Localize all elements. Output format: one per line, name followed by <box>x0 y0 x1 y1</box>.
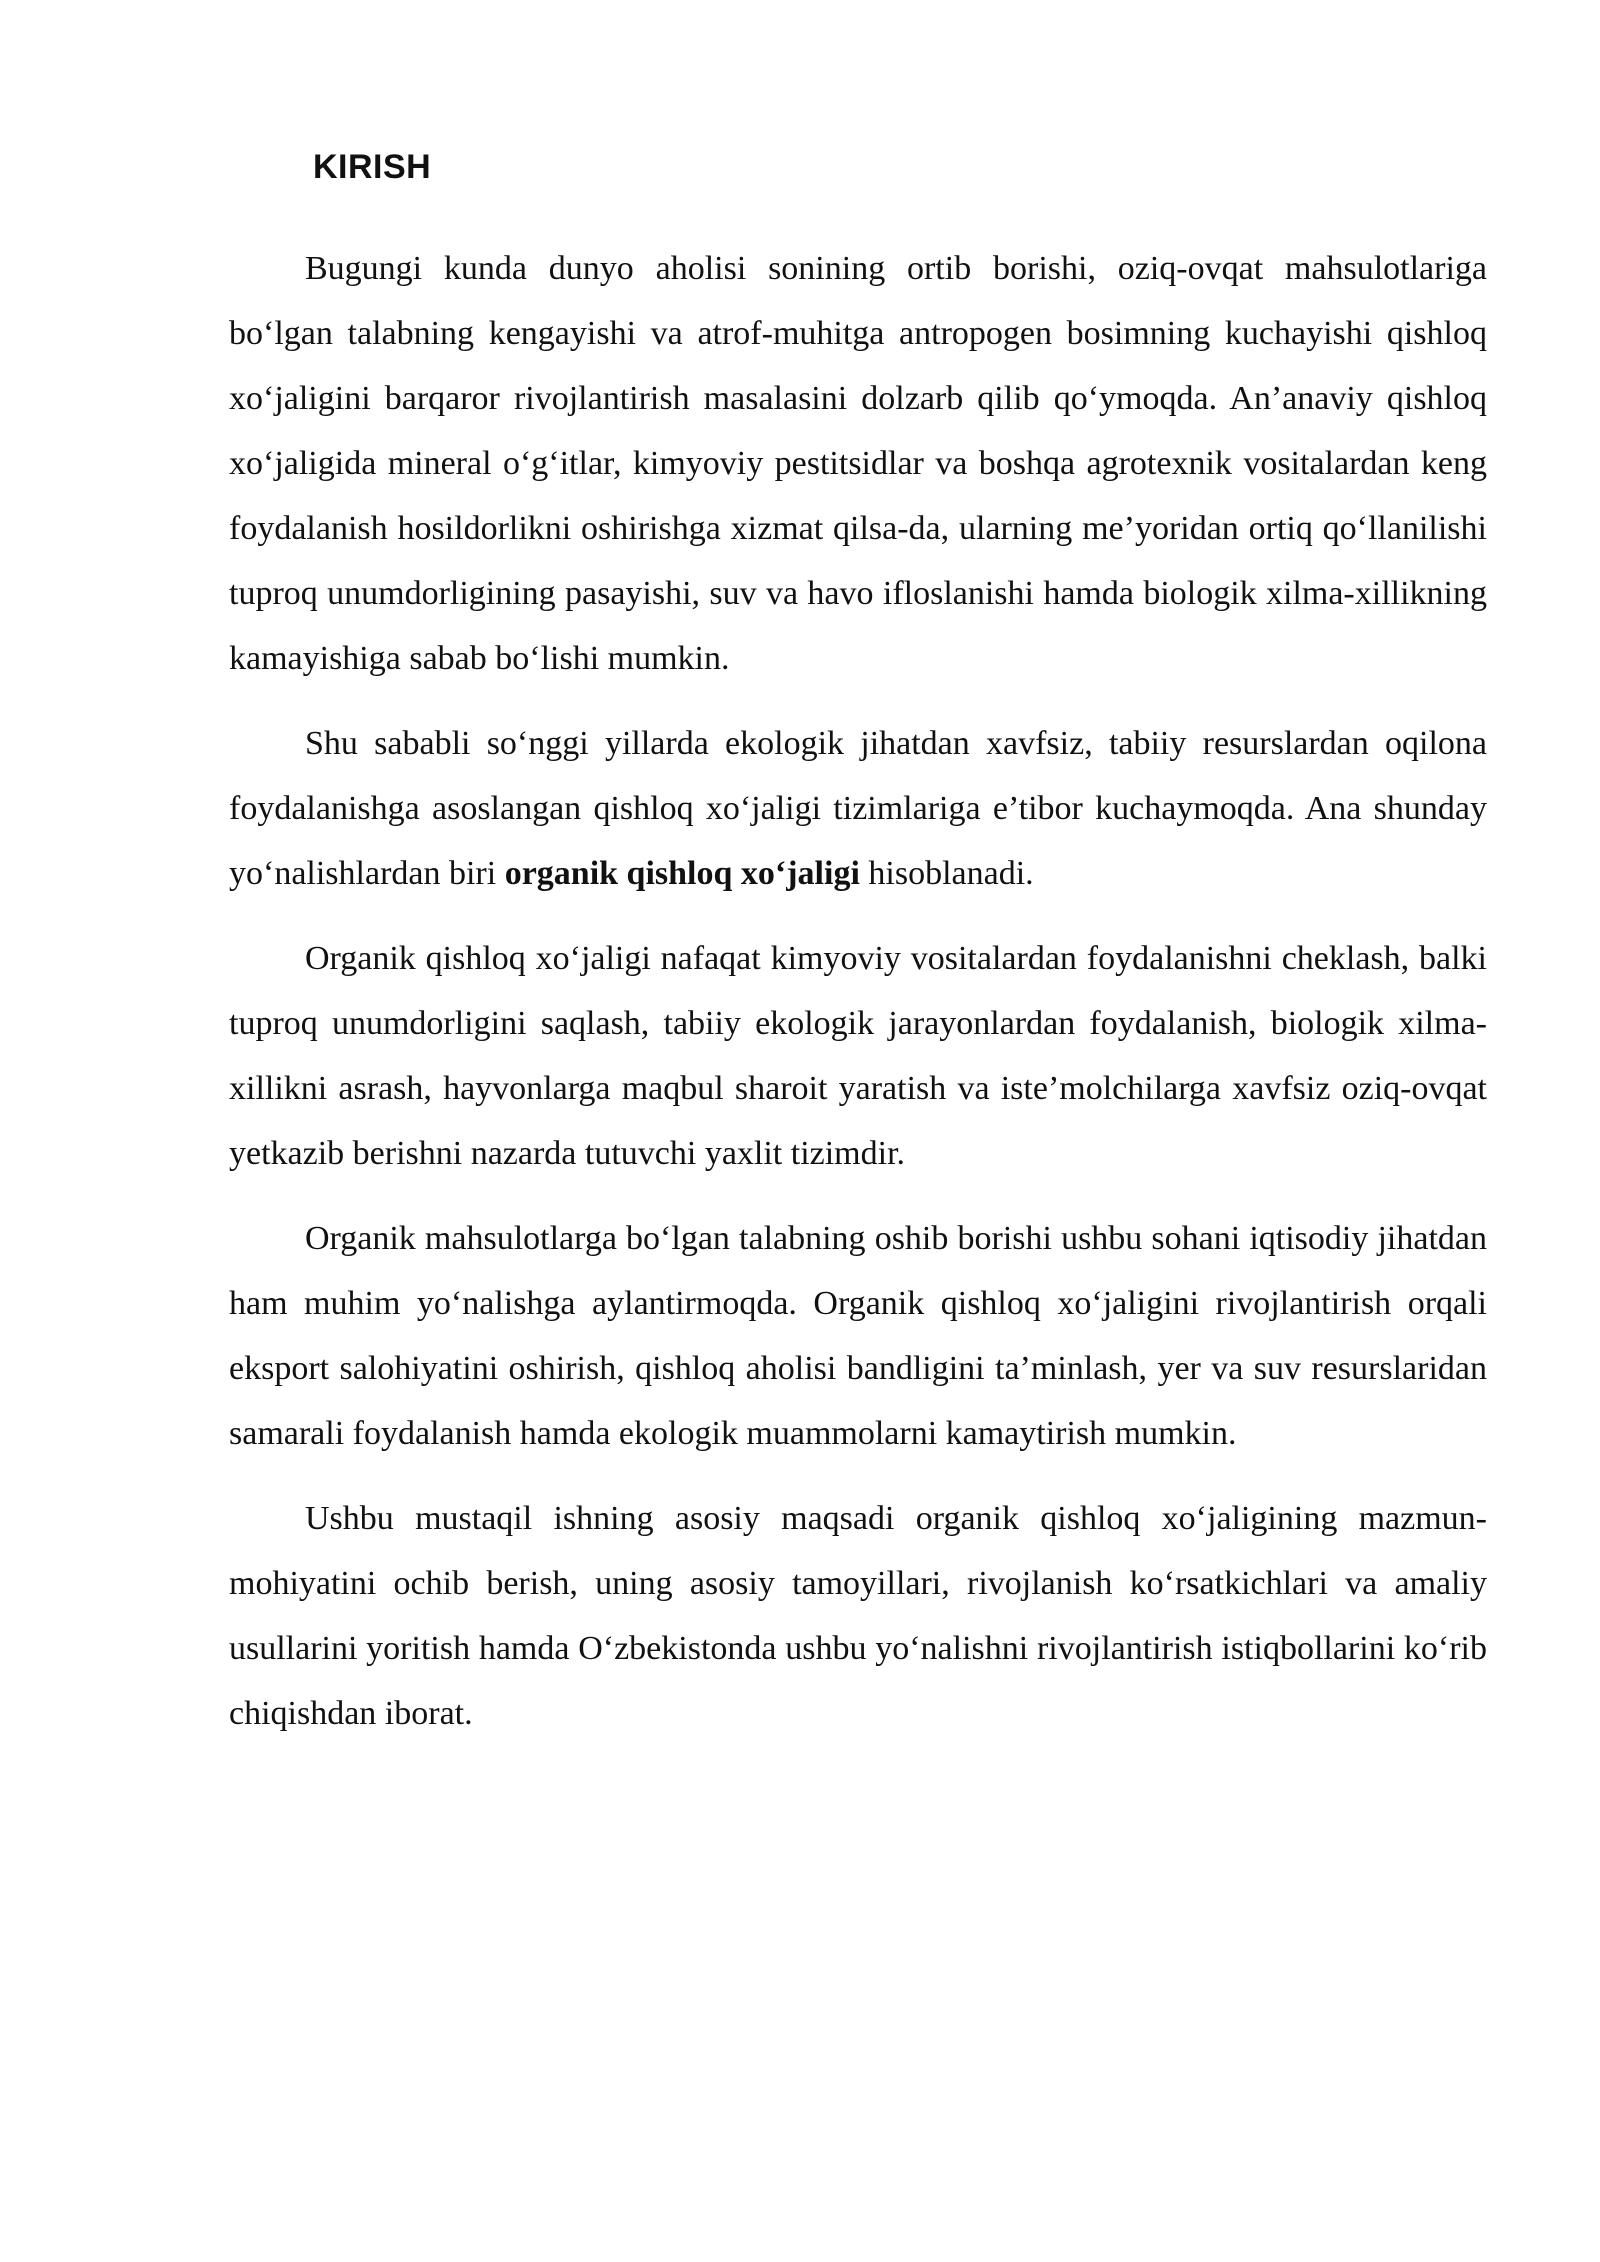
paragraph-2-text-end: hisoblanadi. <box>859 855 1034 892</box>
paragraph-2-text: Shu sababli so‘nggi yillarda ekologik jihatdan xavfsiz, tabiiy resurslardan oqilona foydalanishga asoslangan qishloq xo‘jaligi tizimlariga e’tibor kuchaymoqda. Ana shunday yo‘nalishlardan biri <box>229 725 1487 892</box>
document-body <box>229 236 1487 1766</box>
paragraph-1: Bugungi kunda dunyo aholisi sonining ortib borishi, oziq-ovqat mahsulotlariga bo‘lgan talabning kengayishi va atrof-muhitga antropogen bosimning kuchayishi qishloq xo‘jaligini barqaror rivojlantirish masalasini dolzarb qilib qo‘ymoqda. An’anaviy qishloq xo‘jaligida mineral o‘g‘itlar, kimyoviy pestitsidlar va boshqa agrotexnik vositalardan keng foydalanish hosildorlikni oshirishga xizmat qilsa-da, ularning me’yoridan ortiq qo‘llanilishi tuproq unumdorligining pasayishi, suv va havo ifloslanishi hamda biologik xilma-xillikning kamayishiga sabab bo‘lishi mumkin. <box>229 250 1487 677</box>
paragraph-2 <box>229 711 1487 906</box>
section-heading: KIRISH <box>313 148 432 186</box>
paragraph-3: Organik qishloq xo‘jaligi nafaqat kimyoviy vositalardan foydalanishni cheklash, balki tuproq unumdorligini saqlash, tabiiy ekologik jarayonlardan foydalanish, biologik xilma-xillikni asrash, hayvonlarga maqbul sharoit yaratish va iste’molchilarga xavfsiz oziq-ovqat yetkazib berishni nazarda tutuvchi yaxlit tizimdir. <box>229 940 1487 1172</box>
paragraph-2-bold-term: organik qishloq xo‘jaligi <box>504 855 860 892</box>
paragraph-4: Organik mahsulotlarga bo‘lgan talabning oshib borishi ushbu sohani iqtisodiy jihatdan ham muhim yo‘nalishga aylantirmoqda. Organik qishloq xo‘jaligini rivojlantirish orqali eksport salohiyatini oshirish, qishloq aholisi bandligini ta’minlash, yer va suv resurslaridan samarali foydalanish hamda ekologik muammolarni kamaytirish mumkin. <box>229 1220 1487 1452</box>
paragraph-5: Ushbu mustaqil ishning asosiy maqsadi organik qishloq xo‘jaligining mazmun-mohiyatini ochib berish, uning asosiy tamoyillari, rivojlanish ko‘rsatkichlari va amaliy usullarini yoritish hamda O‘zbekistonda ushbu yo‘nalishni rivojlantirish istiqbollarini ko‘rib chiqishdan iborat. <box>229 1500 1487 1732</box>
